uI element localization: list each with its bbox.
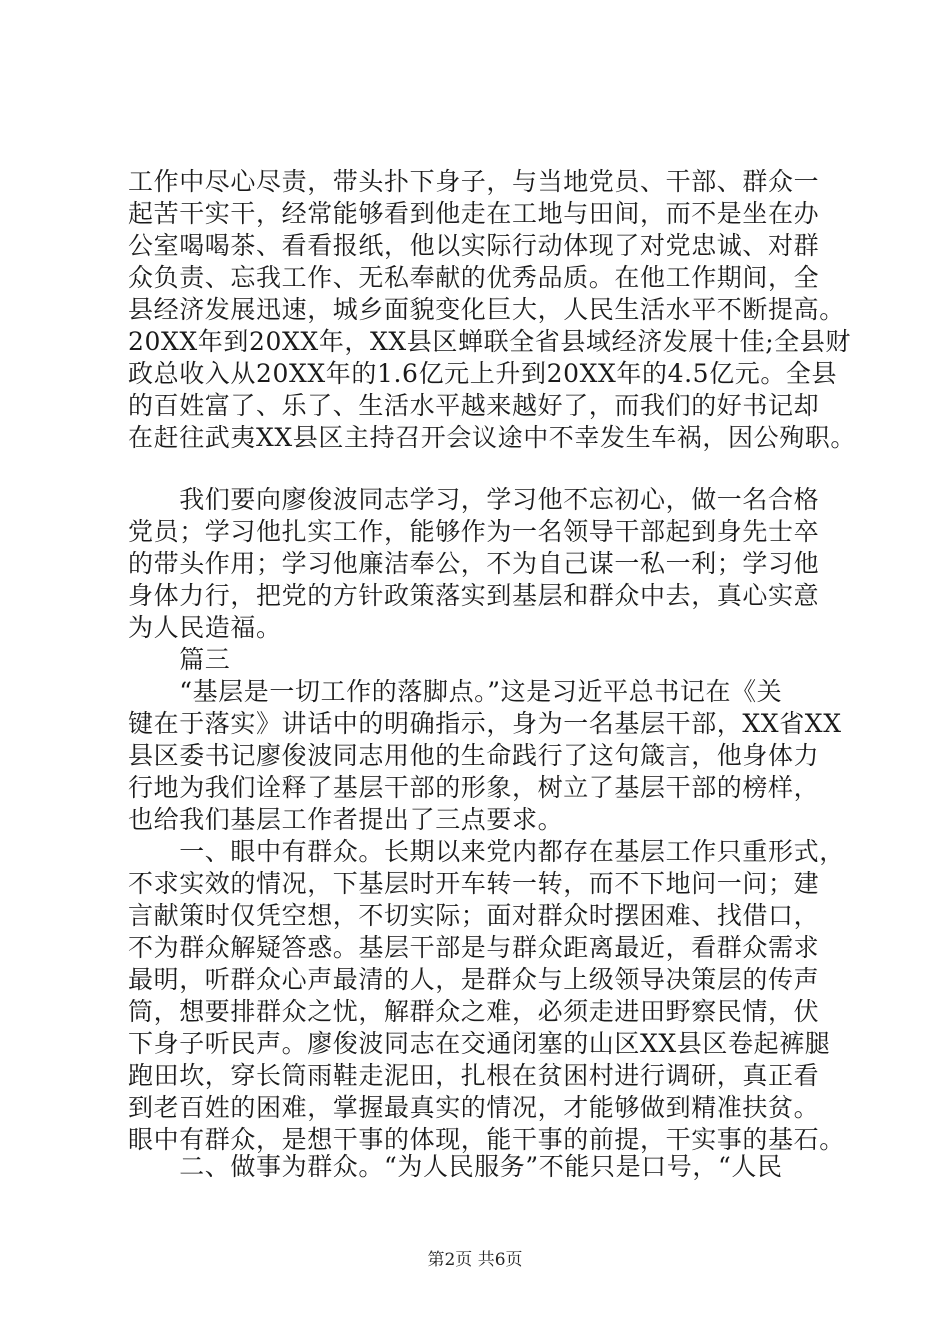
text-line: 起苦干实干，经常能够看到他走在工地与田间，而不是坐在办 [128,199,820,228]
text-line: 跑田坎，穿长筒雨鞋走泥田，扎根在贫困村进行调研，真正看 [128,1061,820,1090]
text-line: 行地为我们诠释了基层干部的形象，树立了基层干部的榜样， [128,773,820,802]
text-line: 最明，听群众心声最清的人，是群众与上级领导决策层的传声 [128,965,820,994]
text-line: 二、做事为群众。“为人民服务”不能只是口号，“人民 [128,1152,783,1181]
text-line: 眼中有群众，是想干事的体现，能干事的前提，干实事的基石。 [128,1125,845,1154]
text-line: 言献策时仅凭空想，不切实际；面对群众时摆困难、找借口， [128,901,820,930]
text-line: 不求实效的情况，下基层时开车转一转，而不下地问一问；建 [128,869,820,898]
page-indicator: 第2页 共6页 [427,1250,523,1270]
text-line: 政总收入从20XX年的1.6亿元上升到20XX年的4.5亿元。全县 [128,359,838,388]
text-line: 党员；学习他扎实工作，能够作为一名领导干部起到身先士卒 [128,517,820,546]
text-line: 身体力行，把党的方针政策落实到基层和群众中去，真心实意 [128,581,820,610]
text-line: 在赶往武夷XX县区主持召开会议途中不幸发生车祸，因公殉职。 [128,423,856,452]
text-line: 县经济发展迅速，城乡面貌变化巨大，人民生活水平不断提高。 [128,295,845,324]
text-line: 县区委书记廖俊波同志用他的生命践行了这句箴言，他身体力 [128,741,820,770]
text-line: 20XX年到20XX年，XX县区蝉联全省县域经济发展十佳;全县财 [128,327,852,356]
text-line: 众负责、忘我工作、无私奉献的优秀品质。在他工作期间，全 [128,263,820,292]
text-line: 也给我们基层工作者提出了三点要求。 [128,805,564,834]
section-heading: 篇三 [128,645,231,674]
text-line: “基层是一切工作的落脚点。”这是习近平总书记在《关 [128,677,783,706]
text-line: 我们要向廖俊波同志学习，学习他不忘初心，做一名合格 [128,485,820,514]
text-line: 到老百姓的困难，掌握最真实的情况，才能够做到精准扶贫。 [128,1093,820,1122]
text-line: 键在于落实》讲话中的明确指示，身为一名基层干部，XX省XX [128,709,842,738]
text-line: 工作中尽心尽责，带头扑下身子，与当地党员、干部、群众一 [128,167,820,196]
text-line: 的带头作用；学习他廉洁奉公，不为自己谋一私一利；学习他 [128,549,820,578]
text-line: 公室喝喝茶、看看报纸，他以实际行动体现了对党忠诚、对群 [128,231,820,260]
text-line: 不为群众解疑答惑。基层干部是与群众距离最近，看群众需求 [128,933,820,962]
text-line: 的百姓富了、乐了、生活水平越来越好了，而我们的好书记却 [128,391,820,420]
text-line: 为人民造福。 [128,613,282,642]
text-line: 一、眼中有群众。长期以来党内都存在基层工作只重形式， [128,837,845,866]
text-line: 下身子听民声。廖俊波同志在交通闭塞的山区XX县区卷起裤腿 [128,1029,831,1058]
text-line: 筒，想要排群众之忧，解群众之难，必须走进田野察民情，伏 [128,997,820,1026]
